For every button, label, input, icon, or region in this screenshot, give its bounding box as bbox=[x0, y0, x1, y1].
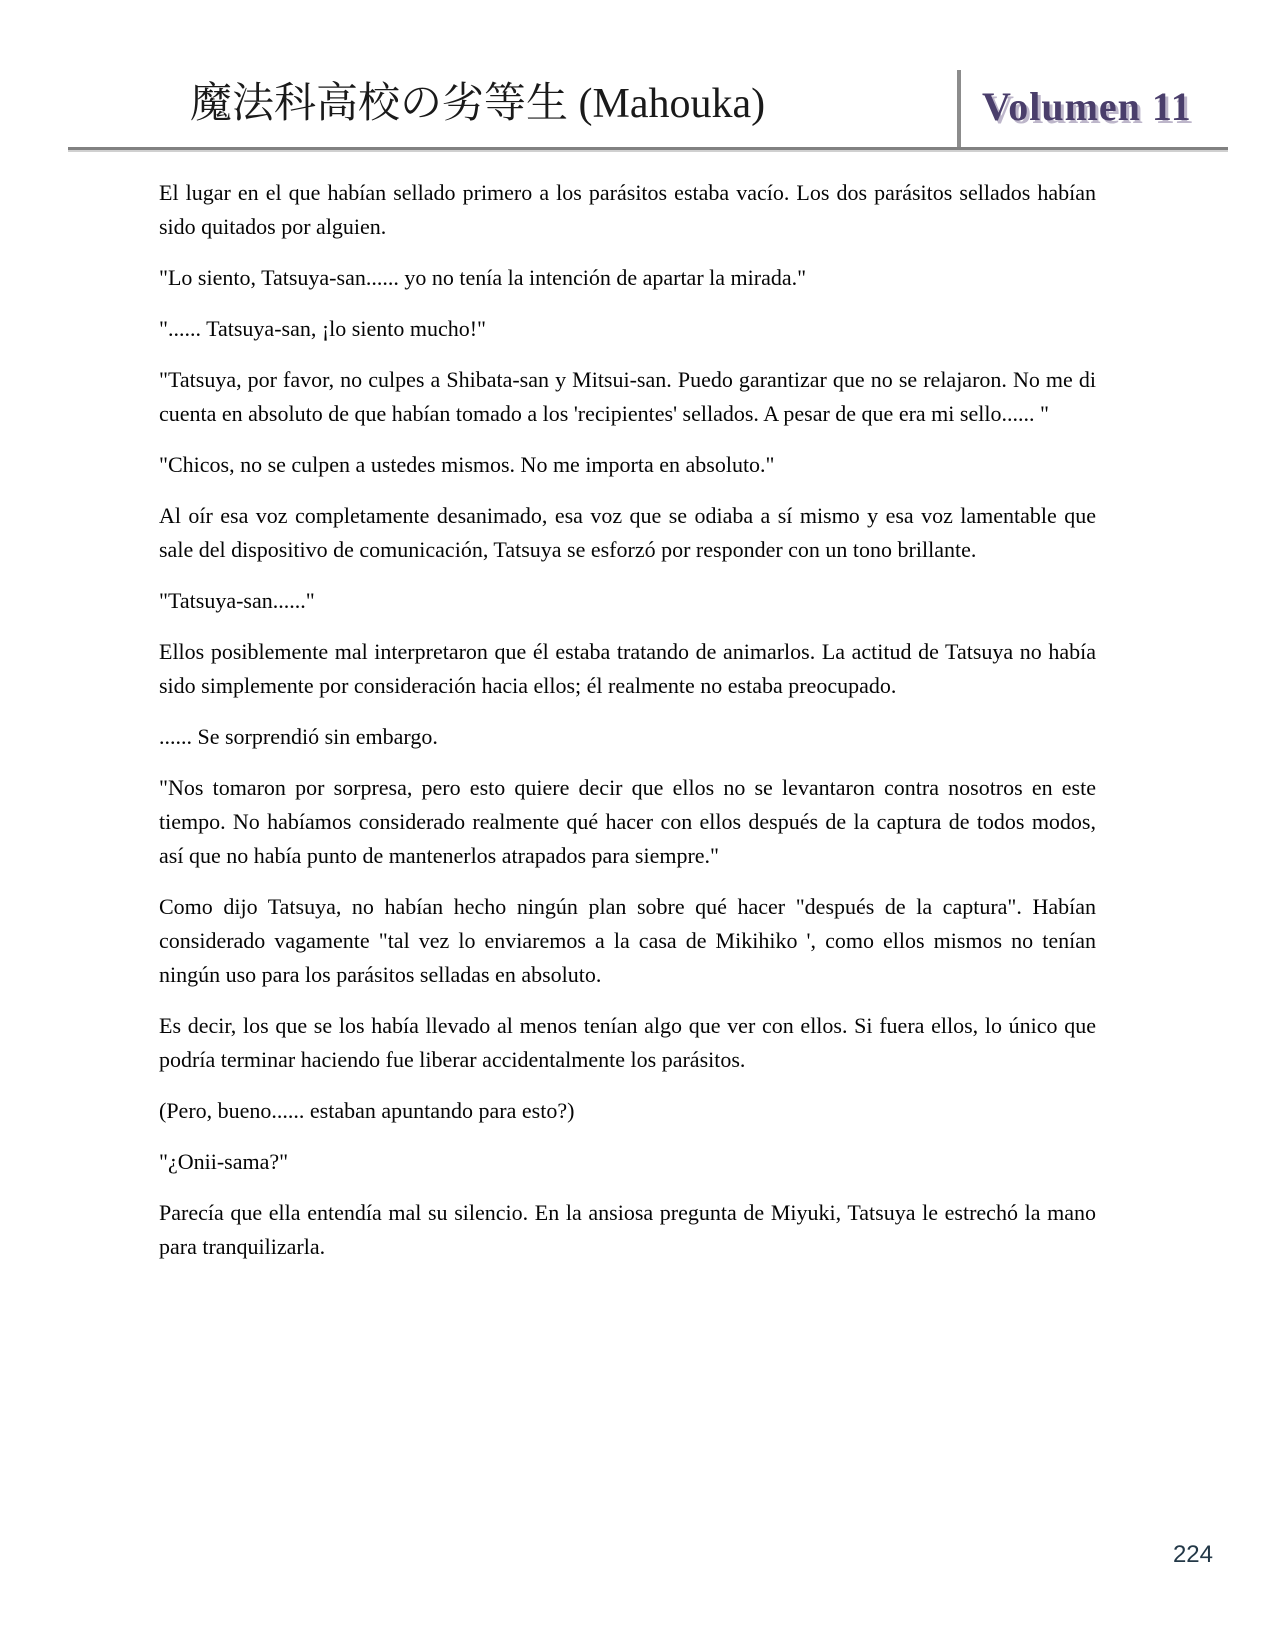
paragraph: Es decir, los que se los había llevado al menos tenían algo que ver con ellos. Si fuera ellos, lo único que podría terminar haciendo fue liberar accidentalmente los parásitos. bbox=[159, 1013, 1096, 1072]
paragraph: "Lo siento, Tatsuya-san...... yo no tenía la intención de apartar la mirada." bbox=[159, 265, 807, 290]
paragraph: "Tatsuya, por favor, no culpes a Shibata-san y Mitsui-san. Puedo garantizar que no se relajaron. No me di cuenta en absoluto de que habían tomado a los 'recipientes' sellados. A pesar de que era mi sello...... " bbox=[159, 367, 1096, 426]
paragraph: "...... Tatsuya-san, ¡lo siento mucho!" bbox=[159, 316, 487, 341]
header-rule bbox=[68, 147, 1228, 152]
header-divider-bar bbox=[957, 70, 961, 148]
paragraph: "Tatsuya-san......" bbox=[159, 588, 315, 613]
paragraph: El lugar en el que habían sellado primero a los parásitos estaba vacío. Los dos parásitos sellados habían sido quitados por alguien. bbox=[159, 180, 1096, 239]
paragraph: ...... Se sorprendió sin embargo. bbox=[159, 724, 438, 749]
paragraph: "¿Onii-sama?" bbox=[159, 1149, 289, 1174]
paragraph: Ellos posiblemente mal interpretaron que él estaba tratando de animarlos. La actitud de Tatsuya no había sido simplemente por consideración hacia ellos; él realmente no estaba preocupado. bbox=[159, 639, 1096, 698]
paragraph: "Chicos, no se culpen a ustedes mismos. No me importa en absoluto." bbox=[159, 452, 775, 477]
paragraph: Como dijo Tatsuya, no habían hecho ningún plan sobre qué hacer "después de la captura". Habían considerado vagamente "tal vez lo enviaremos a la casa de Mikihiko ', como ellos mismos no tenían ningún uso para los parásitos selladas en absoluto. bbox=[159, 894, 1096, 987]
volume-label: Volumen 11 bbox=[982, 84, 1192, 129]
document-title: 魔法科高校の劣等生 (Mahouka) bbox=[190, 81, 766, 127]
page-number: 224 bbox=[1172, 1541, 1213, 1568]
paragraph: "Nos tomaron por sorpresa, pero esto quiere decir que ellos no se levantaron contra nosotros en este tiempo. No habíamos considerado realmente qué hacer con ellos después de la captura de todos modos, así que no había punto de mantenerlos atrapados para siempre." bbox=[159, 775, 1096, 868]
paragraph: Al oír esa voz completamente desanimado, esa voz que se odiaba a sí mismo y esa voz lamentable que sale del dispositivo de comunicación, Tatsuya se esforzó por responder con un tono brillante. bbox=[159, 503, 1096, 562]
paragraph: Parecía que ella entendía mal su silencio. En la ansiosa pregunta de Miyuki, Tatsuya le estrechó la mano para tranquilizarla. bbox=[159, 1200, 1096, 1259]
page-body bbox=[159, 176, 1096, 1281]
paragraph: (Pero, bueno...... estaban apuntando para esto?) bbox=[159, 1098, 575, 1123]
